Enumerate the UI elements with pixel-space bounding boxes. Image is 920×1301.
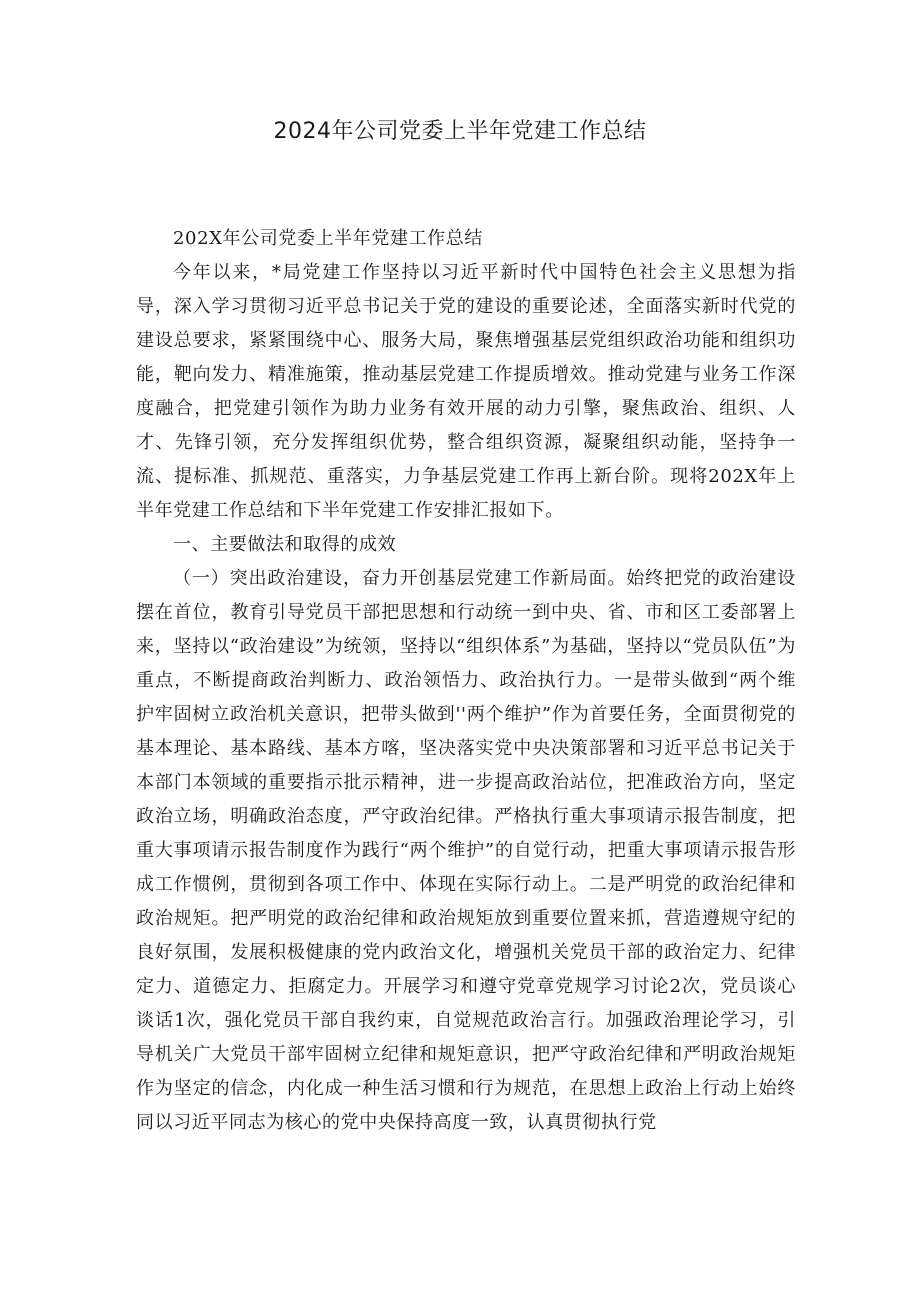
paragraph-political-building: （一）突出政治建设，奋力开创基层党建工作新局面。始终把党的政治建设摆在首位，教育引导党员干部把思想和行动统一到中央、省、市和区工委部署上来，坚持以“政治建设”为统领，坚持以“组织体系”为基础，坚持以“党员队伍”为重点，不断提商政治判断力、政治领悟力、政治执行力。一是带头做到“两个维护牢固树立政治机关意识，把带头做到''两个维护”作为首要任务，全面贯彻党的基本理论、基本路线、基本方喀，坚决落实党中央决策部署和习近平总书记关于本部门本领域的重要指示批示精神，进一步提高政治站位，把准政治方向，坚定政治立场，明确政治态度，严守政治纪律。严格执行重大事项请示报告制度，把重大事项请示报告制度作为践行“两个维护”的自觉行动，把重大事项请示报告形成工作惯例，贯彻到各项工作中、体现在实际行动上。二是严明党的政治纪律和政治规矩。把严明党的政治纪律和政治规矩放到重要位置来抓，营造遵规守纪的良好氛围，发展积极健康的党内政治文化，增强机关党员干部的政治定力、纪律定力、道德定力、拒腐定力。开展学习和遵守党章党规学习讨论2次，党员谈心谈话1次，强化党员干部自我约束，自觉规范政治言行。加强政治理论学习，引导机关广大党员干部牢固树立纪律和规矩意识，把严守政治纪律和严明政治规矩作为坚定的信念，内化成一种生活习惯和行为规范，在思想上政治上行动上始终同以习近平同志为核心的党中央保持高度一致，认真贯彻执行党 bbox=[136, 568, 796, 1133]
paragraph-intro: 今年以来，*局党建工作坚持以习近平新时代中国特色社会主义思想为指导，深入学习贯彻习近平总书记关于党的建设的重要论述，全面落实新时代党的建设总要求，紧紧围绕中心、服务大局，聚焦增强基层党组织政治功能和组织功能，靶向发力、精准施策，推动基层党建工作提质增效。推动党建与业务工作深度融合，把党建引领作为助力业务有效开展的动力引擎，聚焦政治、组织、人才、先锋引领，充分发挥组织优势，整合组织资源，凝聚组织动能，坚持争一流、提标准、抓规范、重落实，力争基层党建工作再上新台阶。现将202X年上半年党建工作总结和下半年党建工作安排汇报如下。 bbox=[136, 262, 796, 521]
document-body bbox=[136, 222, 796, 1140]
paragraph-subtitle: 202X年公司党委上半年党建工作总结 bbox=[173, 228, 483, 249]
document-title: 2024年公司党委上半年党建工作总结 bbox=[273, 119, 647, 144]
section-heading: 一、主要做法和取得的成效 bbox=[173, 534, 397, 555]
